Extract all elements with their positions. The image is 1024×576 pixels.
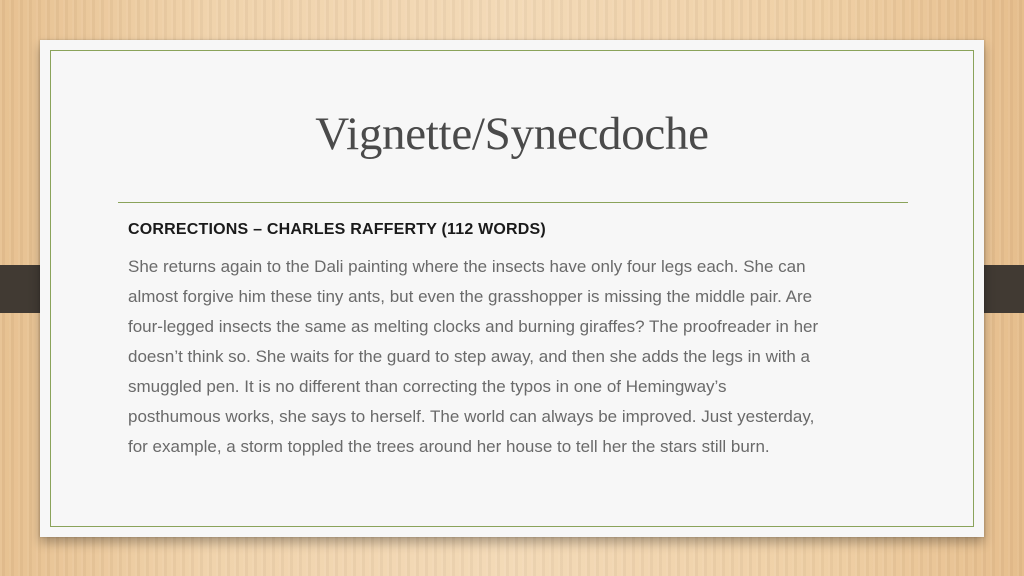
slide-title: Vignette/Synecdoche: [315, 108, 709, 160]
section-heading: CORRECTIONS – CHARLES RAFFERTY (112 WORDS): [128, 221, 546, 238]
body-line: almost forgive him these tiny ants, but even the grasshopper is missing the middle pair. Are: [128, 287, 813, 306]
body-text: [128, 252, 918, 462]
slide: [40, 40, 984, 537]
body-line: for example, a storm toppled the trees around her house to tell her the stars still burn.: [128, 437, 770, 456]
body-line: posthumous works, she says to herself. The world can always be improved. Just yesterday,: [128, 407, 815, 426]
title-divider: [118, 202, 908, 203]
body-line: four-legged insects the same as melting clocks and burning giraffes? The proofreader in her: [128, 317, 819, 336]
body-line: smuggled pen. It is no different than correcting the typos in one of Hemingway’s: [128, 377, 727, 396]
body-line: She returns again to the Dali painting where the insects have only four legs each. She can: [128, 257, 806, 276]
body-line: doesn’t think so. She waits for the guard to step away, and then she adds the legs in with a: [128, 347, 810, 366]
